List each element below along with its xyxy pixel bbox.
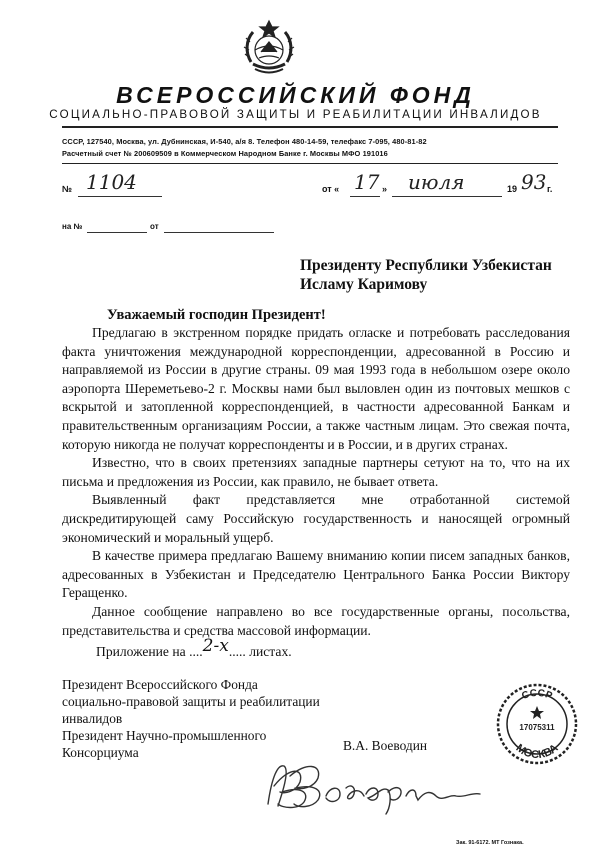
attachment-suffix: ..... листах. bbox=[228, 644, 292, 659]
header-divider bbox=[62, 126, 558, 128]
salutation: Уважаемый господин Президент! bbox=[107, 307, 326, 323]
stamp-top-text: СССР bbox=[520, 687, 554, 703]
stamp-center-text: 17075311 bbox=[519, 723, 555, 732]
coat-of-arms-emblem-icon bbox=[241, 18, 297, 78]
signature-title-line: социально-правовой защиты и реабилитации bbox=[62, 694, 320, 709]
date-day: 17 bbox=[354, 170, 380, 194]
postal-stamp bbox=[495, 682, 579, 766]
number-line bbox=[78, 196, 162, 197]
address-divider bbox=[62, 163, 558, 164]
signature-title-line: Консорциума bbox=[62, 745, 139, 760]
body-paragraph: Выявленный факт представляется мне отработанной системой дискредитирующей саму Российскую государственность и наносящей огромный экономический и моральный ущерб. bbox=[62, 492, 570, 545]
svg-text:МОСКВА bbox=[514, 742, 561, 761]
addressee-line: Президенту Республики Узбекистан bbox=[300, 257, 552, 274]
organization-subtitle: СОЦИАЛЬНО-ПРАВОВОЙ ЗАЩИТЫ И РЕАБИЛИТАЦИИ ИНВАЛИДОВ bbox=[49, 108, 542, 121]
letter-body bbox=[62, 324, 570, 640]
date-year-prefix: 19 bbox=[507, 184, 518, 194]
body-paragraph: Предлагаю в экстренном порядке придать огласке и потребовать расследования факта уничтожения международной корреспонденции, адресованной в Россию и направляемой из России в другие страны. 09 мая 1993 года в небольшом озере около аэропорта Шереметьево-2 г. Москвы нами был выловлен один из почтовых мешков с вскрытой и затопленной корреспонденцией, в частности адресованной Банкам и правительственным организациям России, а также частным лицам. Это свежая почта, которую никогда не получат корреспонденты и в России, и в других странах. bbox=[62, 325, 570, 452]
reply-date-line bbox=[164, 232, 274, 233]
addressee-name: Исламу Каримову bbox=[300, 276, 428, 293]
handwritten-signature bbox=[260, 756, 485, 816]
signer-name: В.А. Воеводин bbox=[343, 738, 428, 753]
attachment-note bbox=[96, 636, 292, 661]
address-line: СССР, 127540, Москва, ул. Дубнинская, И-540, а/я 8. Телефон 480-14-59, телефакс 7-095, 480-81-82 bbox=[62, 137, 427, 146]
signature-title-line: инвалидов bbox=[62, 711, 123, 726]
svg-text:СССР bbox=[520, 688, 554, 702]
date-month-line bbox=[392, 196, 502, 197]
star-icon bbox=[530, 706, 544, 719]
body-paragraph: В качестве примера предлагаю Вашему вниманию копии писем западных банков, адресованных в Узбекистан и Председателю Центрального Банка России Виктору Геращенко. bbox=[62, 548, 570, 601]
letter-number: 1104 bbox=[86, 170, 137, 194]
body-paragraph: Данное сообщение направлено во все государственные органы, посольства, представительства и средства массовой информации. bbox=[62, 603, 570, 638]
organization-title: ВСЕРОССИЙСКИЙ ФОНД bbox=[116, 82, 475, 108]
date-day-line bbox=[350, 196, 380, 197]
number-label: № bbox=[62, 184, 73, 194]
reply-date-label: от bbox=[150, 222, 159, 231]
printing-note: Зак. 91-6172. МТ Гознака. bbox=[456, 840, 524, 846]
stamp-bottom-text: МОСКВА bbox=[513, 742, 561, 762]
reply-number-label: на № bbox=[62, 222, 83, 231]
attachment-count-handwritten: 2-х bbox=[202, 636, 229, 656]
date-month: июля bbox=[408, 170, 465, 194]
signature-title-line: Президент Научно-промышленного bbox=[62, 728, 267, 743]
date-year: 93 bbox=[521, 170, 547, 194]
signature-title-line: Президент Всероссийского Фонда bbox=[62, 677, 258, 692]
body-paragraph: Известно, что в своих претензиях западные партнеры сетуют на то, что на их письма и предложения из России, как правило, не бывает ответа. bbox=[62, 455, 570, 489]
bank-account-line: Расчетный счет № 200609509 в Коммерческом Народном Банке г. Москвы МФО 191016 bbox=[62, 149, 388, 158]
date-year-end: г. bbox=[547, 184, 553, 194]
date-quote: » bbox=[382, 184, 388, 194]
attachment-prefix: Приложение на .... bbox=[96, 644, 203, 659]
reply-number-line bbox=[87, 232, 147, 233]
date-prefix: от « bbox=[322, 184, 340, 194]
